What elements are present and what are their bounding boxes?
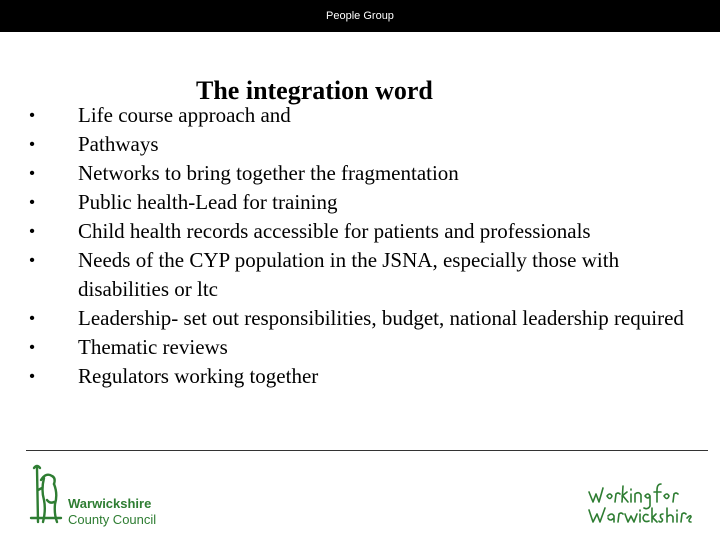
logo-line-1: Warwickshire [68, 496, 152, 511]
list-item [22, 246, 712, 304]
warwickshire-county-council-logo [28, 460, 228, 526]
slide-title: The integration word [196, 76, 433, 105]
bullet-icon: • [29, 223, 35, 240]
bear-and-staff-icon [28, 460, 64, 526]
bullet-text: Networks to bring together the fragmentation [78, 161, 459, 185]
bullet-text: Leadership- set out responsibilities, budget, national leadership required [78, 306, 684, 330]
header-bar [0, 0, 720, 32]
bullet-text: Regulators working together [78, 364, 319, 388]
logo-line-2: County Council [68, 512, 157, 527]
bullet-icon: • [29, 339, 35, 356]
bullet-icon: • [29, 165, 35, 182]
bullet-text: Child health records accessible for patients and professionals [78, 219, 591, 243]
bullet-text: Needs of the CYP population in the JSNA, especially those with disabilities or ltc [78, 248, 620, 301]
list-item [22, 217, 712, 246]
bullet-text: Public health-Lead for training [78, 190, 338, 214]
bullet-text: Life course approach and [78, 103, 291, 127]
bullet-icon: • [29, 368, 35, 385]
list-item [22, 362, 712, 391]
list-item [22, 130, 712, 159]
footer-divider [26, 450, 708, 451]
bullet-list [22, 101, 712, 391]
list-item [22, 304, 712, 333]
bullet-icon: • [29, 252, 35, 269]
list-item [22, 333, 712, 362]
list-item [22, 101, 712, 130]
bullet-text: Thematic reviews [78, 335, 228, 359]
header-title: People Group [326, 10, 394, 22]
bullet-icon: • [29, 107, 35, 124]
working-for-warwickshire-logo [583, 470, 693, 530]
bullet-icon: • [29, 310, 35, 327]
bullet-icon: • [29, 194, 35, 211]
bullet-icon: • [29, 136, 35, 153]
list-item [22, 159, 712, 188]
list-item [22, 188, 712, 217]
bullet-text: Pathways [78, 132, 159, 156]
working-for-warwickshire-signature-icon [583, 470, 693, 530]
